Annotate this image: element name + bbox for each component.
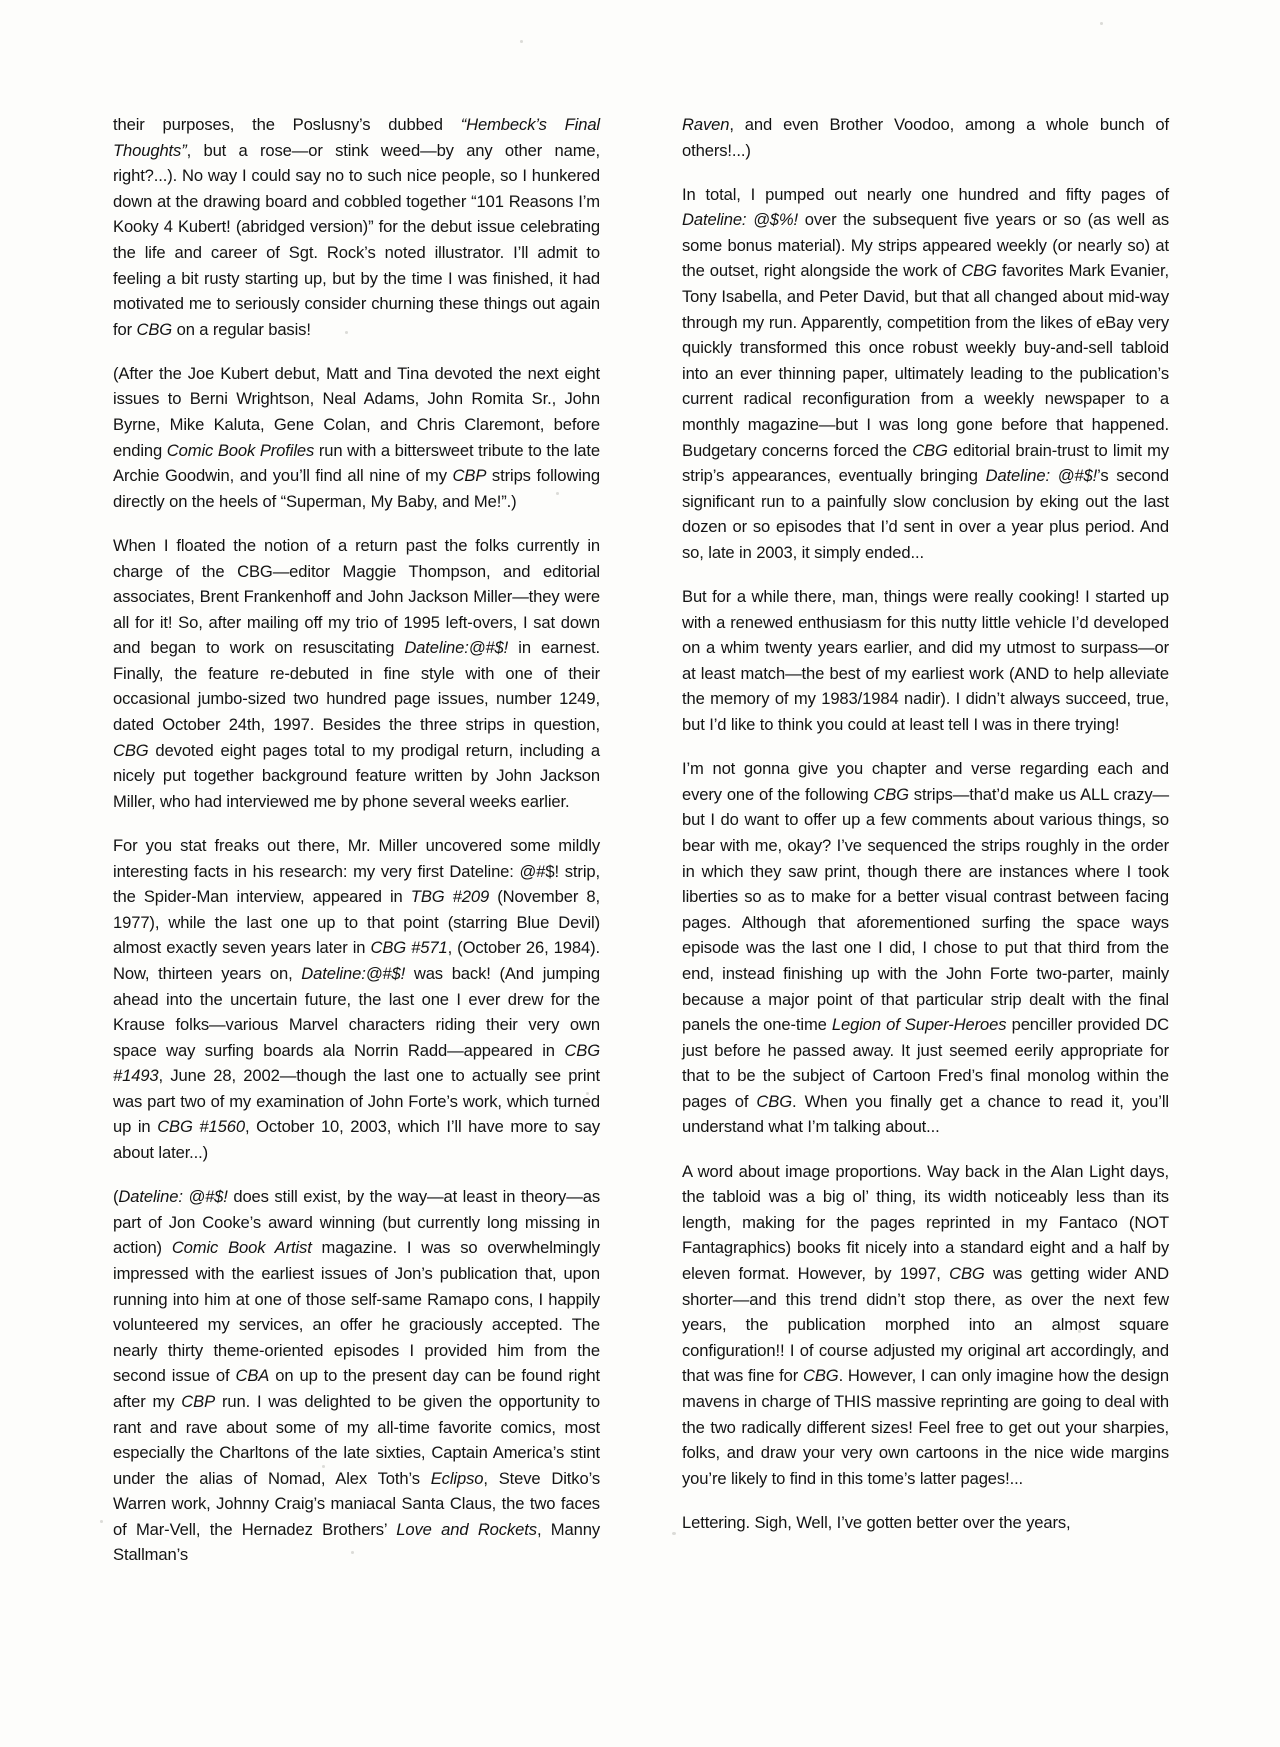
text-run: For you stat freaks out there, Mr. Miller uncovered some mildly interesting facts in his research: my very first Dateline: @#$! strip, the Spider-Man interview, appeared in <box>113 835 600 907</box>
paragraph <box>113 1184 600 1568</box>
paragraph <box>113 361 600 515</box>
italic-title-run: CBP <box>181 1391 216 1411</box>
text-run: was back! (And jumping ahead into the uncertain future, the last one I ever drew for the Krause folks—various Marvel characters riding their very own space way surfing boards ala Norrin Radd—appeared in <box>113 963 600 1060</box>
italic-title-run: CBG <box>961 261 997 281</box>
italic-title-run: CBA <box>235 1366 270 1386</box>
text-run: When I floated the notion of a return past the folks currently in charge of the CBG—editor Maggie Thompson, and editorial associates, Brent Frankenhoff and John Jackson Miller—they were all for it! So, after mailing off my trio of 1995 left-overs, I sat down and began to work on resuscitating <box>113 535 600 658</box>
italic-title-run: CBG <box>756 1091 793 1111</box>
text-run: I’m not gonna give you chapter and verse regarding each and every one of the following <box>682 759 1169 804</box>
paragraph <box>682 756 1169 1140</box>
text-run: , Manny Stallman’s <box>113 1519 601 1565</box>
italic-title-run: Eclipso <box>430 1468 484 1488</box>
paragraph <box>682 1510 1169 1536</box>
scan-speck <box>520 40 523 43</box>
scan-speck <box>1100 22 1103 25</box>
paragraph <box>682 112 1169 163</box>
italic-title-run: CBP <box>452 466 487 486</box>
text-run: their purposes, the Poslusny’s dubbed <box>113 115 461 134</box>
text-run: , October 10, 2003, which I’ll have more to say about later...) <box>113 1117 600 1163</box>
italic-title-run: Dateline:@#$! <box>404 638 509 658</box>
text-run: . However, I can only imagine how the design mavens in charge of THIS massive reprinting are going to deal with the two radically different sizes! Feel free to get out your sharpies, folks, and draw your very own cartoons in the nice wide margins you’re likely to find in this tome’s latter pages!... <box>682 1366 1169 1488</box>
text-run: , June 28, 2002—though the last one to actually see print was part two of my examination of John Forte’s work, which turned up in <box>113 1066 600 1137</box>
italic-title-run: CBG <box>113 740 149 760</box>
italic-title-run: CBG #1493 <box>113 1040 600 1086</box>
italic-title-run: CBG <box>949 1263 985 1283</box>
text-run: A word about image proportions. Way back in the Alan Light days, the tabloid was a big ol’ thing, its width noticeably less than its length, making for the pages reprinted in my Fantaco (NOT Fantagraphics) books fit nicely into a standard eight and a half by eleven format. However, by 1997, <box>682 1161 1169 1283</box>
text-run: favorites Mark Evanier, Tony Isabella, and Peter David, but that all changed about mid-way through my run. Apparently, competition from the likes of eBay very quickly transformed this once robust weekly buy-and-sell tabloid into an ever thinning paper, ultimately leading to the publication’s current radical reconfiguration from a weekly newspaper to a monthly magazine—but I was long gone before that happened. Budgetary concerns forced the <box>682 261 1169 460</box>
italic-title-run: TBG #209 <box>410 887 490 907</box>
text-run: devoted eight pages total to my prodigal return, including a nicely put together background feature written by John Jackson Miller, who had interviewed me by phone several weeks earlier. <box>113 740 600 811</box>
text-run: magazine. I was so overwhelmingly impressed with the earliest issues of Jon’s publication that, upon running into him at one of those self-same Ramapo cons, I happily volunteered my services, an offer he graciously accepted. The nearly thirty theme-oriented episodes I provided him from the second issue of <box>113 1238 600 1386</box>
scan-speck <box>100 1520 103 1523</box>
paragraph <box>113 112 600 342</box>
italic-title-run: Dateline:@#$! <box>301 963 406 983</box>
italic-title-run: Dateline: @#$! <box>118 1187 228 1207</box>
text-run: run with a bittersweet tribute to the late Archie Goodwin, and you’ll find all nine of my <box>113 440 600 486</box>
text-run: . When you finally get a chance to read it, you’ll understand what I’m talking about... <box>682 1091 1169 1137</box>
italic-title-run: Love and Rockets <box>396 1519 537 1539</box>
text-run: on up to the present day can be found right after my <box>113 1366 601 1411</box>
text-run: (November 8, 1977), while the last one up to that point (starring Blue Devil) almost exactly seven years later in <box>113 887 600 958</box>
italic-title-run: CBG #1560 <box>157 1117 245 1137</box>
paragraph <box>682 1159 1169 1492</box>
italic-title-run: Comic Book Artist <box>171 1238 312 1258</box>
text-run: penciller provided DC just before he passed away. It just seemed eerily appropriate for that to be the subject of Cartoon Fred’s final monolog within the pages of <box>682 1015 1170 1111</box>
text-body <box>113 112 1170 1565</box>
text-run: In total, I pumped out nearly one hundred and fifty pages of <box>682 184 1169 204</box>
italic-title-run: CBG <box>873 784 909 804</box>
paragraph <box>113 533 600 815</box>
text-run: , and even Brother Voodoo, among a whole bunch of others!...) <box>682 115 1169 160</box>
paragraph <box>113 833 600 1166</box>
text-run: ( <box>113 1187 119 1207</box>
text-run: (After the Joe Kubert debut, Matt and Tina devoted the next eight issues to Berni Wrightson, Neal Adams, John Romita Sr., John Byrne, Mike Kaluta, Gene Colan, and Chris Claremont, before ending <box>113 363 600 460</box>
text-run: , Steve Ditko’s Warren work, Johnny Craig’s maniacal Santa Claus, the two faces of Mar-Vell, the Hernadez Brothers’ <box>113 1468 601 1539</box>
text-run: on a regular basis! <box>172 319 311 339</box>
italic-title-run: Legion of Super-Heroes <box>831 1015 1007 1035</box>
text-run: was getting wider AND shorter—and this trend didn’t stop there, as over the next few years, the publication morphed into an almost square configuration!! I of course adjusted my original art accordingly, and that was fine for <box>682 1263 1169 1386</box>
text-run: strips—that’d make us ALL crazy—but I do want to offer up a few comments about various things, so bear with me, okay? I’ve sequenced the strips roughly in the order in which they saw print, though there are instances where I took liberties so as to make for a better visual contrast between facing pages. Although that aforementioned surfing the space ways episode was the last one I did, I chose to put that third from the end, instead finishing up with the John Forte two-parter, mainly because a major point of that particular strip dealt with the final panels the one-time <box>682 784 1169 1035</box>
italic-title-run: Dateline: @#$! <box>985 466 1098 486</box>
italic-title-run: “Hembeck’s Final Thoughts” <box>113 115 600 160</box>
italic-title-run: Comic Book Profiles <box>166 440 315 460</box>
text-run: Lettering. Sigh, Well, I’ve gotten better over the years, <box>682 1512 1071 1532</box>
text-run: run. I was delighted to be given the opportunity to rant and rave about some of my all-time favorite comics, most especially the Charltons of the late sixties, Captain America’s stint under the alias of Nomad, Alex Toth’s <box>113 1391 601 1488</box>
italic-title-run: Raven <box>682 115 730 134</box>
text-run: in earnest. Finally, the feature re-debuted in fine style with one of their occasional jumbo-sized two hundred page issues, number 1249, dated October 24th, 1997. Besides the three strips in question, <box>113 638 601 735</box>
text-run: strips following directly on the heels of “Superman, My Baby, and Me!”.) <box>113 466 600 511</box>
paragraph <box>682 584 1169 738</box>
text-run: , (October 26, 1984). Now, thirteen years on, <box>113 938 600 983</box>
text-run: ’s second significant run to a painfully slow conclusion by eking out the last dozen or so episodes that I’d sent in over a year plus period. And so, late in 2003, it simply ended... <box>682 466 1169 562</box>
paragraph <box>682 182 1169 566</box>
text-run: , but a rose—or stink weed—by any other name, right?...). No way I could say no to such nice people, so I hunkered down at the drawing board and cobbled together “101 Reasons I’m Kooky 4 Kubert! (abridged version)” for the debut issue celebrating the life and career of Sgt. Rock’s noted illustrator. I’ll admit to feeling a bit rusty starting up, but by the time I was finished, it had motivated me to seriously consider churning these things out again for <box>113 140 600 339</box>
text-run: editorial brain-trust to limit my strip’s appearances, eventually bringing <box>682 440 1169 486</box>
italic-title-run: CBG #571 <box>370 938 448 958</box>
right-text-column <box>682 112 1170 1532</box>
italic-title-run: CBG <box>912 440 948 460</box>
italic-title-run: CBG <box>136 319 173 339</box>
italic-title-run: CBG <box>802 1366 839 1386</box>
italic-title-run: Dateline: @$%! <box>682 210 799 230</box>
left-text-column <box>113 112 601 1565</box>
text-run: But for a while there, man, things were really cooking! I started up with a renewed enthusiasm for this nutty little vehicle I’d developed on a whim twenty years earlier, and did my utmost to surpass—or at least match—the best of my earliest work (AND to help alleviate the memory of my 1983/1984 nadir). I didn’t always succeed, true, but I’d like to think you could at least tell I was in there trying! <box>682 587 1169 735</box>
text-run: does still exist, by the way—at least in theory—as part of Jon Cooke’s award winning (but currently long missing in action) <box>113 1187 600 1258</box>
text-run: over the subsequent five years or so (as well as some bonus material). My strips appeared weekly (or nearly so) at the outset, right alongside the work of <box>682 210 1169 281</box>
scan-speck <box>672 1532 676 1535</box>
